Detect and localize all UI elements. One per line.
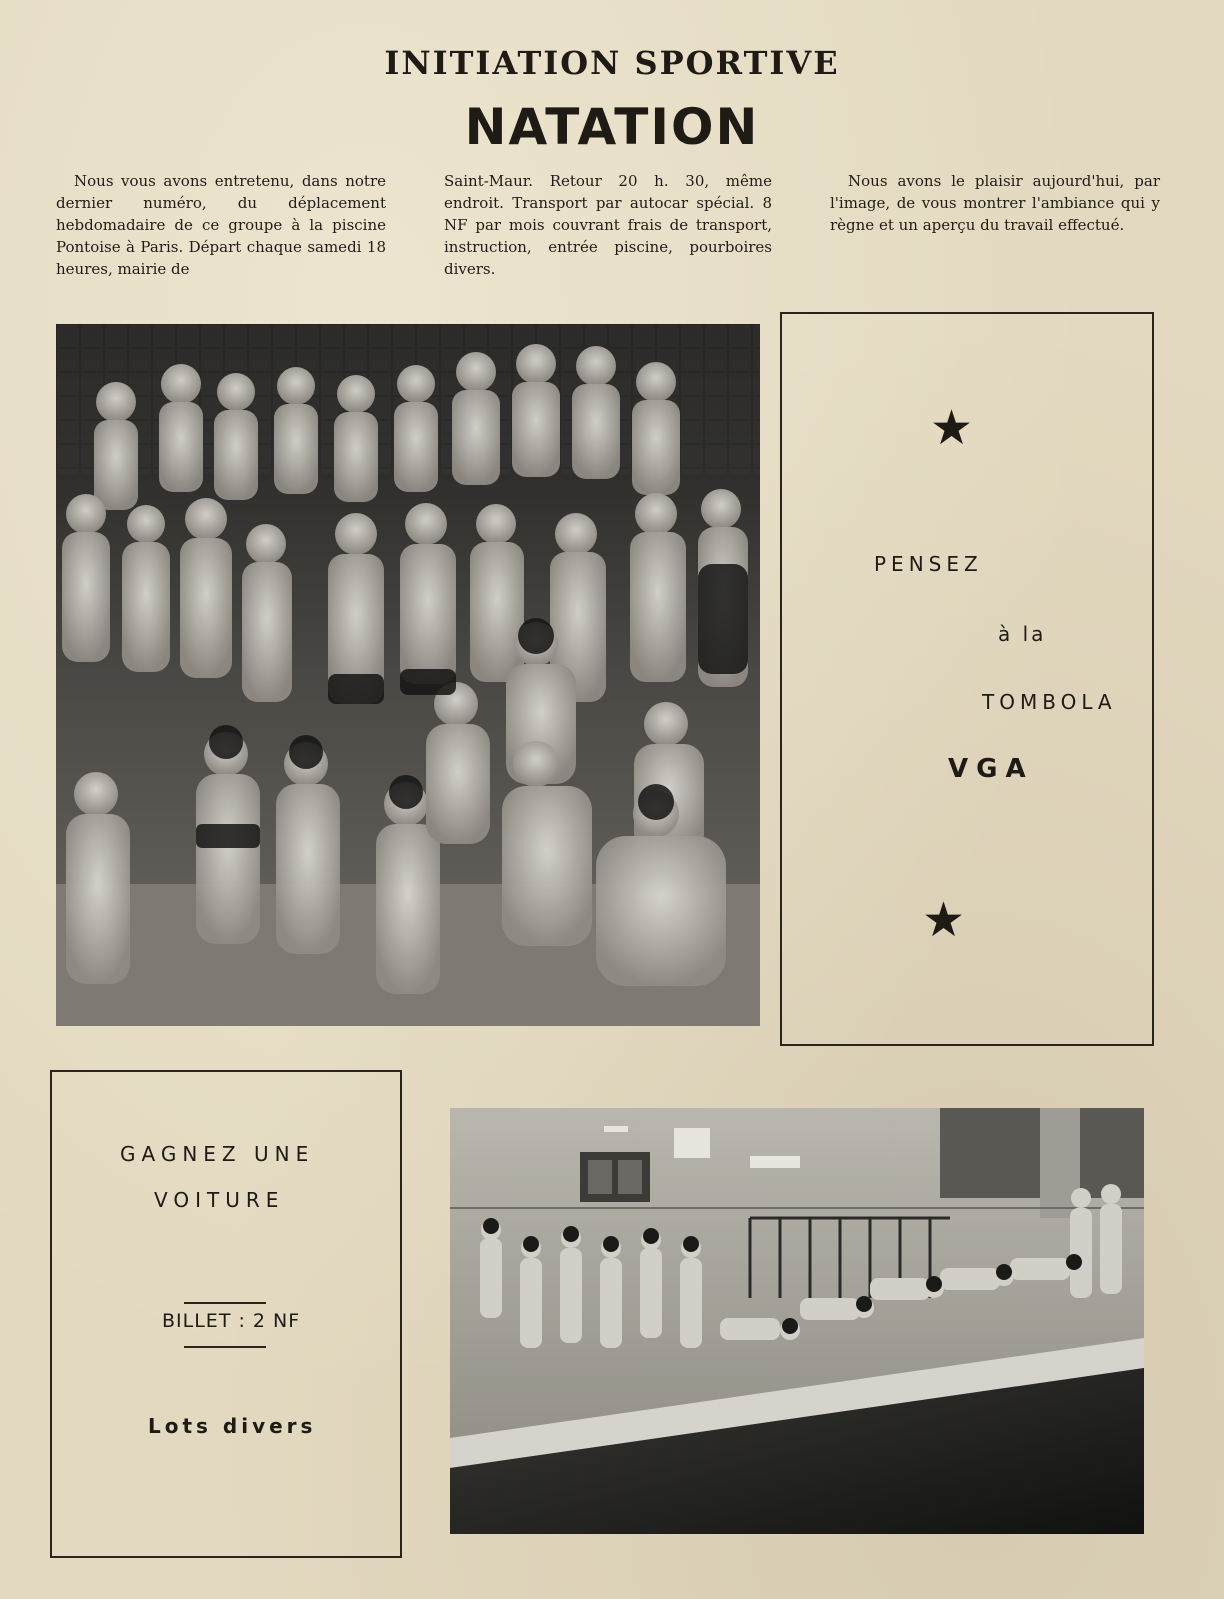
pool-start-photo-image [450, 1108, 1144, 1534]
tombola-pensez: PENSEZ [874, 552, 983, 576]
page-title: NATATION [464, 98, 760, 156]
star-icon: ★ [930, 400, 974, 456]
swimmers-group-photo [56, 324, 760, 1026]
swimmers-group-photo-image [56, 324, 760, 1026]
tombola-box [780, 312, 1154, 1046]
tombola-a-la: à la [998, 622, 1047, 646]
article-column-1 [56, 170, 386, 280]
article-paragraph-2: Saint-Maur. Retour 20 h. 30, même endroit. Transport par autocar spécial. 8 NF par mois couvrant frais de transport, instruction, entrée piscine, pourboires divers. [444, 172, 772, 278]
voiture-line-2: VOITURE [154, 1188, 285, 1212]
article-paragraph-1: Nous vous avons entretenu, dans notre dernier numéro, du déplacement hebdomadaire de ce groupe à la piscine Pontoise à Paris. Départ chaque samedi 18 heures, mairie de [56, 172, 386, 278]
divider [184, 1346, 266, 1348]
pool-start-photo [450, 1108, 1144, 1534]
tombola-word: TOMBOLA [982, 690, 1117, 714]
voiture-line-1: GAGNEZ UNE [120, 1142, 315, 1166]
article-paragraph-3: Nous avons le plaisir aujourd'hui, par l'image, de vous montrer l'ambiance qui y règne et un aperçu du travail effectué. [830, 172, 1160, 234]
voiture-box [50, 1070, 402, 1558]
article-column-2 [444, 170, 772, 280]
section-kicker: INITIATION SPORTIVE [384, 44, 840, 82]
star-icon: ★ [922, 892, 966, 948]
prizes-label: Lots divers [148, 1414, 317, 1438]
ticket-price: BILLET : 2 NF [162, 1310, 301, 1332]
divider [184, 1302, 266, 1304]
article-column-3 [830, 170, 1160, 236]
tombola-vga: VGA [948, 754, 1034, 784]
